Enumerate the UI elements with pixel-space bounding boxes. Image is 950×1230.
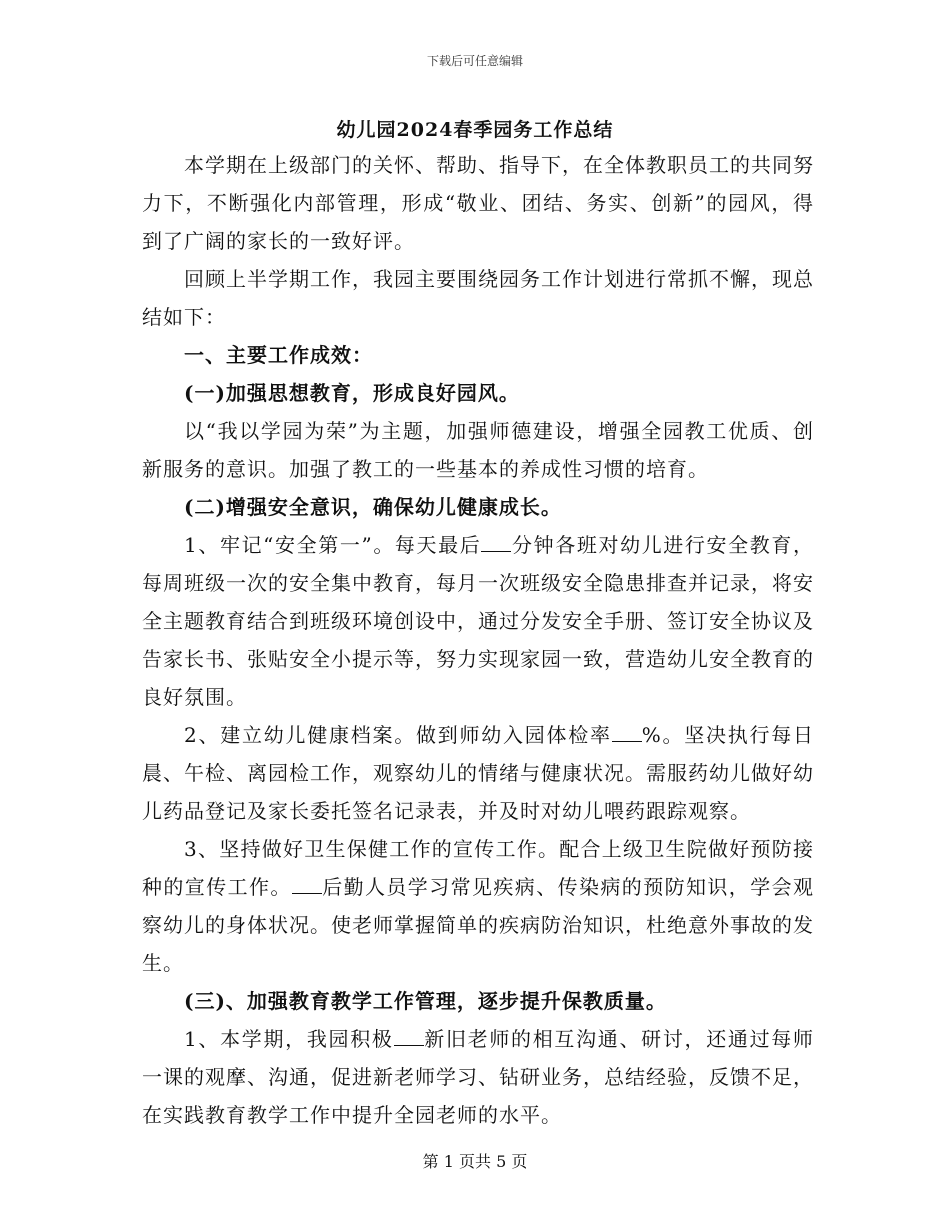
item-1-paragraph xyxy=(142,526,814,716)
subsection-2-heading: (二)增强安全意识，确保幼儿健康成长。 xyxy=(184,495,562,519)
intro-paragraph-2: 回顾上半学期工作，我园主要围绕园务工作计划进行常抓不懈，现总结如下： xyxy=(142,267,814,329)
fill-blank xyxy=(394,1025,424,1046)
download-note: 下载后可任意编辑 xyxy=(426,54,523,68)
subsection-1-heading: (一)加强思想教育，形成良好园风。 xyxy=(184,381,520,405)
item-1-text-a: 1、牢记“安全第一”。每天最后 xyxy=(184,533,482,557)
subsection-3-heading: (三)、加强教育教学工作管理，逐步提升保教质量。 xyxy=(184,989,667,1013)
intro-paragraph-1: 本学期在上级部门的关怀、帮助、指导下，在全体教职员工的共同努力下，不断强化内部管理，形成“敬业、团结、务实、创新”的园风，得到了广阔的家长的一致好评。 xyxy=(142,153,814,253)
item-4-text-a: 1、本学期，我园积极 xyxy=(184,1027,394,1051)
fill-blank xyxy=(292,873,322,894)
page-number: 第 1 页共 5 页 xyxy=(422,1152,528,1171)
item-1-text-b: 分钟各班对幼儿进行安全教育，每周班级一次的安全集中教育，每月一次班级安全隐患排查并记录，将安全主题教育结合到班级环境创设中，通过分发安全手册、签订安全协议及告家长书、张贴安全小提示等，努力实现家园一致，营造幼儿安全教育的良好氛围。 xyxy=(142,533,814,709)
fill-blank xyxy=(481,531,511,552)
item-2-text-b: %。坚决执行每日晨、午检、离园检工作，观察幼儿的情绪与健康状况。需服药幼儿做好幼儿药品登记及家长委托签名记录表，并及时对幼儿喂药跟踪观察。 xyxy=(142,723,814,823)
item-2-paragraph xyxy=(142,716,814,830)
item-4-paragraph xyxy=(142,1020,814,1134)
item-3-paragraph xyxy=(142,830,814,982)
item-2-text-a: 2、建立幼儿健康档案。做到师幼入园体检率 xyxy=(184,723,612,747)
document-title: 幼儿园2024春季园务工作总结 xyxy=(336,119,614,141)
item-3-text-a: 3、坚持做好卫生保健工作的宣传工作。配合上级卫生院做好预防接种的宣传工作。 xyxy=(142,837,814,899)
subsection-1-text: 以“我以学园为荣”为主题，加强师德建设，增强全园教工优质、创新服务的意识。加强了教工的一些基本的养成性习惯的培育。 xyxy=(142,419,814,481)
fill-blank xyxy=(612,721,642,742)
item-3-text-b: 后勤人员学习常见疾病、传染病的预防知识，学会观察幼儿的身体状况。使老师掌握简单的疾病防治知识，杜绝意外事故的发生。 xyxy=(142,875,815,975)
section-1-heading: 一、主要工作成效： xyxy=(184,343,373,367)
item-4-text-b: 新旧老师的相互沟通、研讨，还通过每师一课的观摩、沟通，促进新老师学习、钻研业务，总结经验，反馈不足，在实践教育教学工作中提升全园老师的水平。 xyxy=(142,1027,814,1127)
document-body xyxy=(142,146,814,1134)
